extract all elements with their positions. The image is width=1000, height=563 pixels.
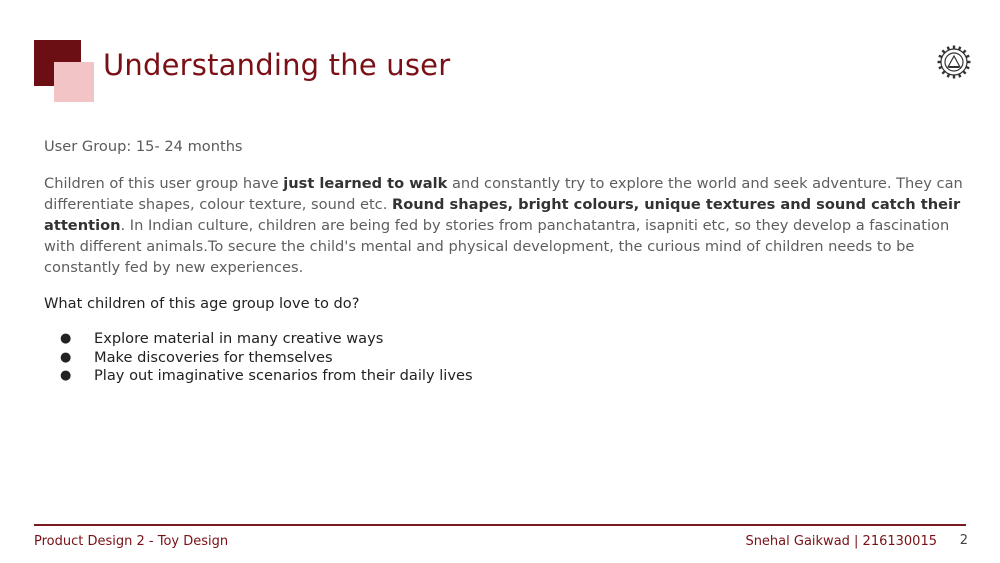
emphasis-text: Round shapes, bright colours, unique textures and sound catch their attention xyxy=(44,196,961,234)
list-item-label: Explore material in many creative ways xyxy=(94,330,384,347)
decor-square-light xyxy=(54,62,94,102)
emphasis-text: just learned to walk xyxy=(283,175,448,192)
activity-list xyxy=(44,330,964,386)
paragraph-run: Children of this user group have xyxy=(44,175,284,192)
institute-emblem-icon xyxy=(936,44,972,80)
list-item-label: Make discoveries for themselves xyxy=(94,348,333,366)
list-item-label: Play out imaginative scenarios from their daily lives xyxy=(94,367,473,384)
slide-title: Understanding the user xyxy=(103,48,451,82)
list-item xyxy=(44,330,964,349)
bullet-icon: ● xyxy=(60,349,72,365)
slide-body xyxy=(44,136,964,386)
footer-author: Snehal Gaikwad | 216130015 xyxy=(745,534,937,549)
paragraph-run: and constantly try to explore the world and seek adventure. They can differentiate shapes, colour texture, sound etc. xyxy=(44,175,963,213)
paragraph-run: . In Indian culture, children are being fed by stories from panchatantra, isapniti etc, so they develop a fascination with different animals.To secure the child's mental and physical development, the curious mind of children needs to be constantly fed by new experiences. xyxy=(44,217,950,276)
list-item xyxy=(44,367,964,386)
footer-course: Product Design 2 - Toy Design xyxy=(34,534,229,549)
footer-divider xyxy=(34,524,966,526)
list-item xyxy=(44,349,964,368)
bullet-icon: ● xyxy=(60,368,72,383)
user-group-text: User Group: 15- 24 months xyxy=(44,138,243,155)
bullet-icon: ● xyxy=(60,331,72,346)
question-text: What children of this age group love to do? xyxy=(44,295,360,312)
page-number: 2 xyxy=(959,533,968,548)
description-paragraph xyxy=(44,173,964,278)
